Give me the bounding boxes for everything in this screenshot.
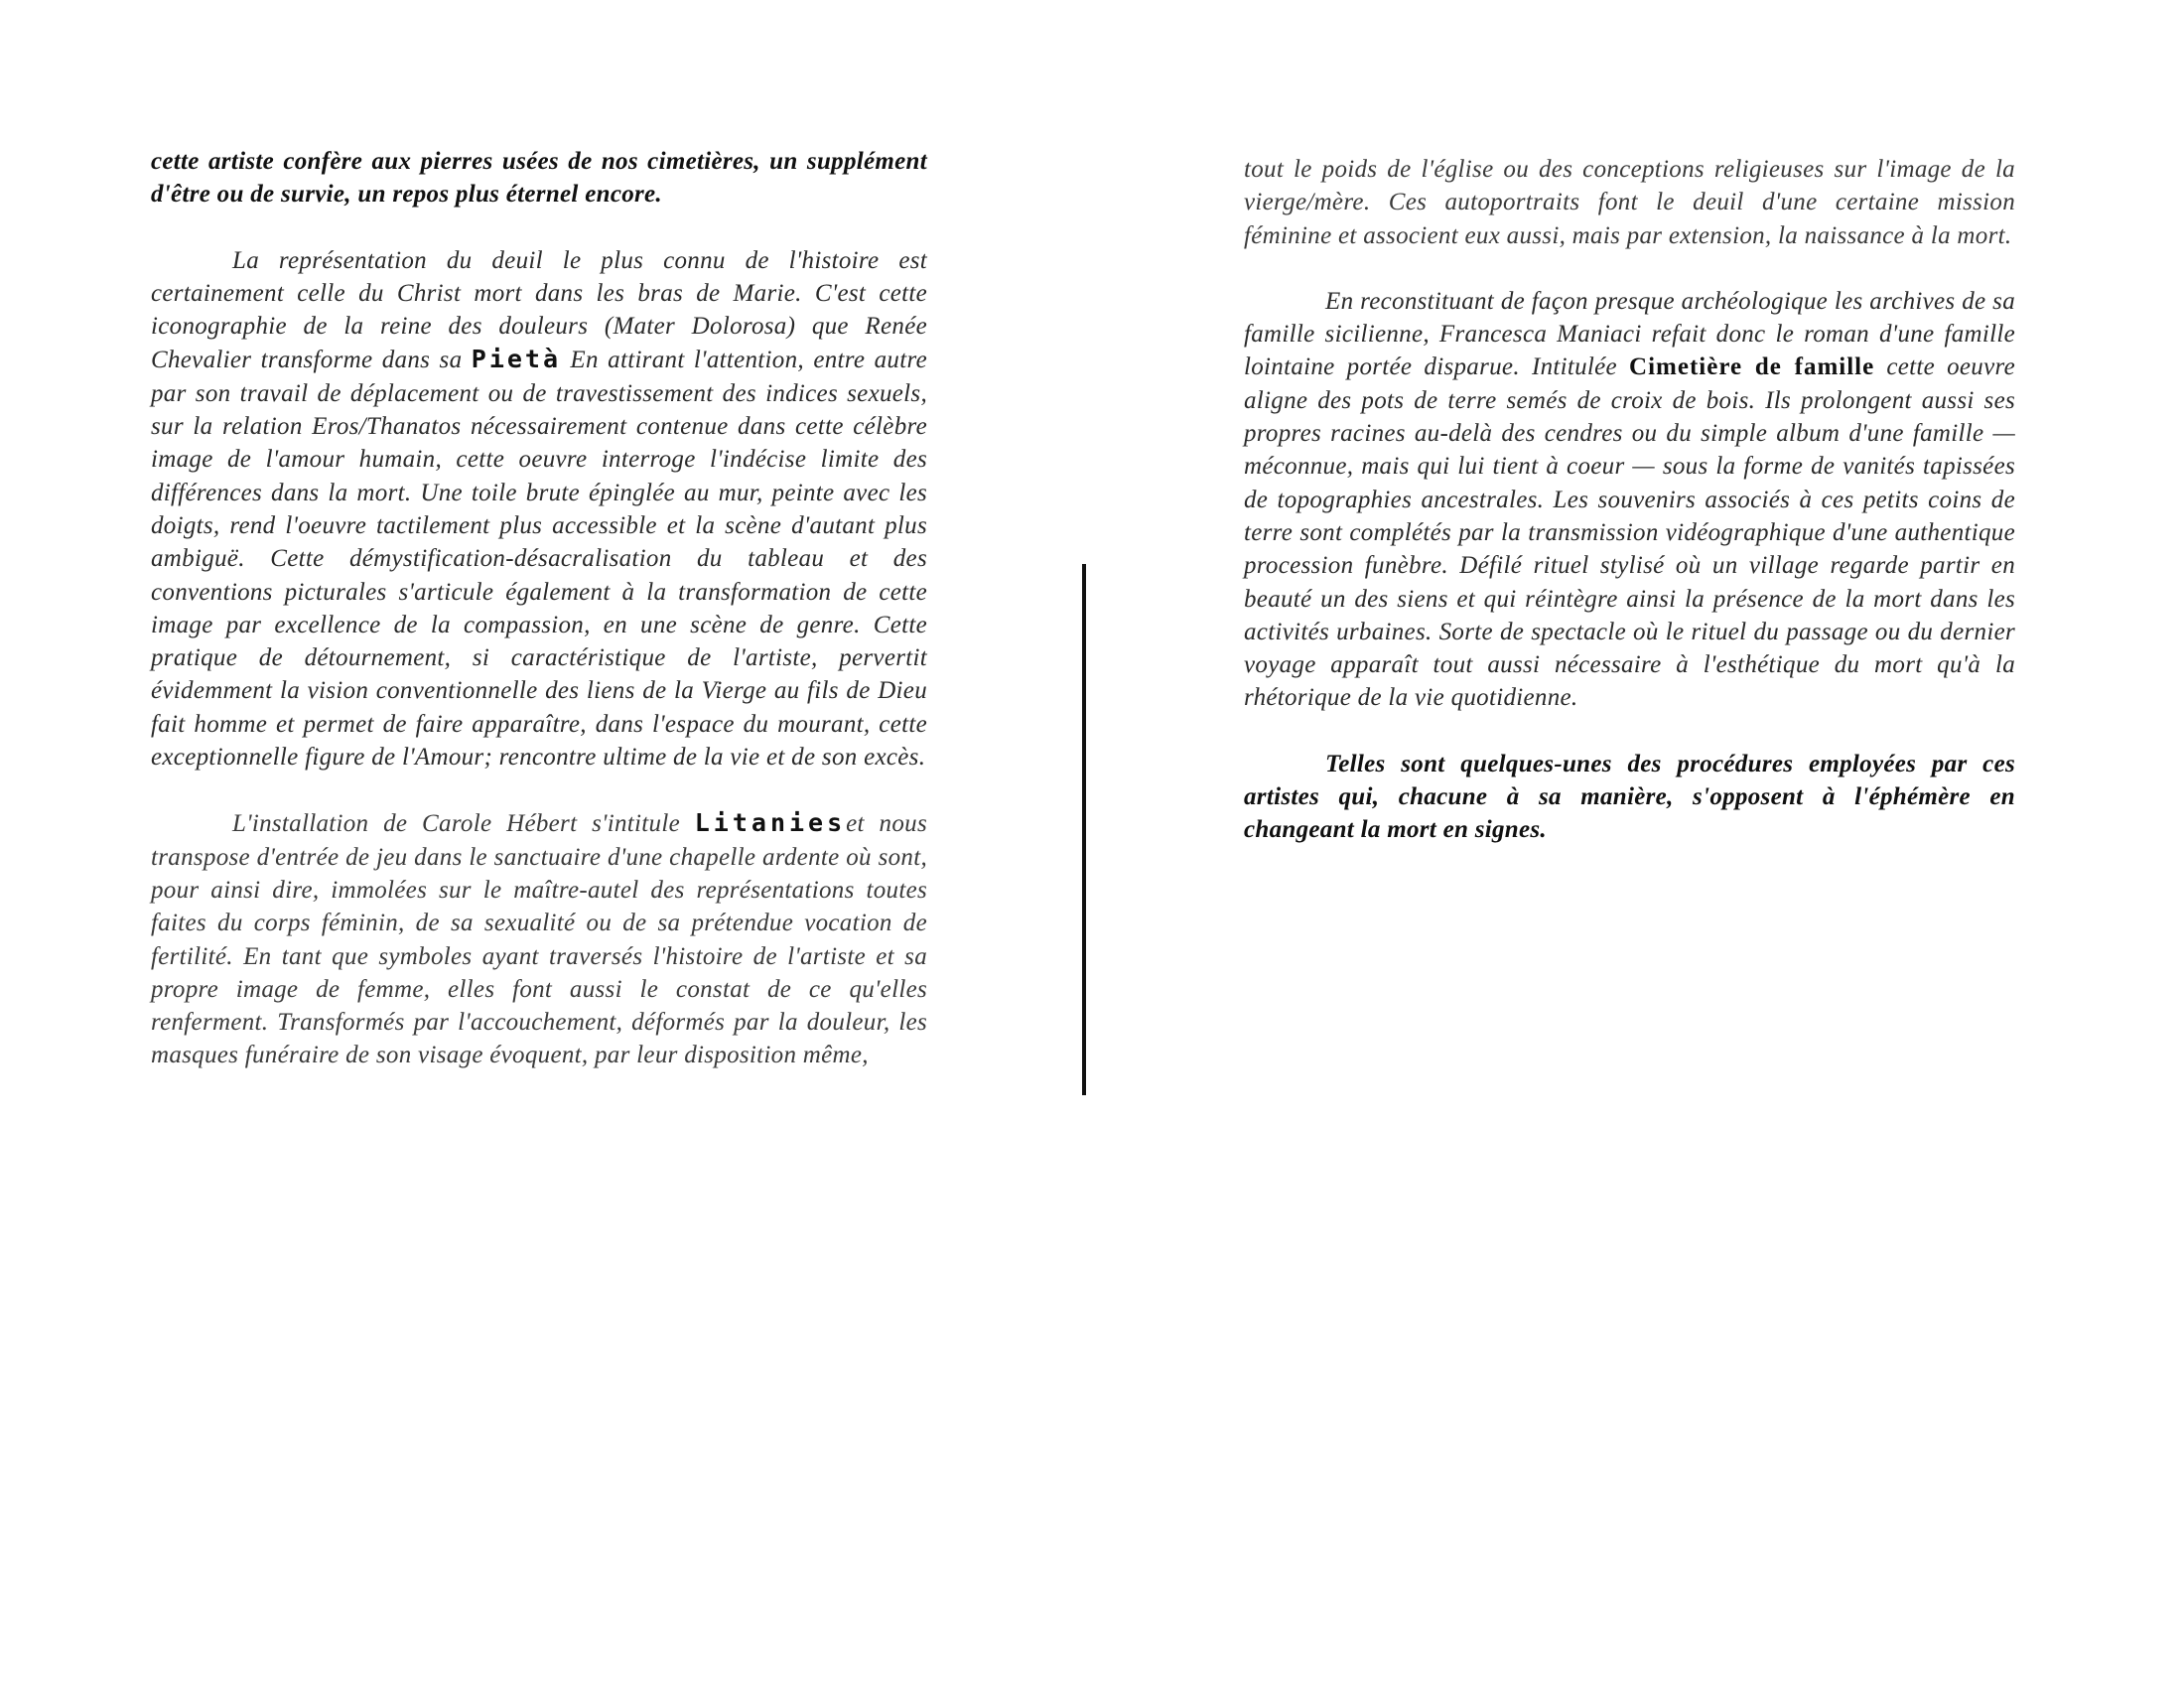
right-paragraph-3 (1244, 748, 2015, 847)
left-paragraph-2-text-a: La représentation du deuil le plus connu de l'histoire est certainement celle du Christ mort dans les bras de Marie. C'est cette iconographie de la reine des douleurs (Mater Dolorosa) que Renée Chevalier transforme dans sa (151, 246, 927, 374)
left-paragraph-1-text: cette artiste confère aux pierres usées de nos cimetières, un supplément d'être ou de survie, un repos plus éternel encore. (151, 148, 927, 209)
right-paragraph-1-text: tout le poids de l'église ou des conceptions religieuses sur l'image de la vierge/mère. Ces autoportraits font le deuil d'une certaine mission féminine et associent eux aussi, mais par extension, la naissance à la mort. (1244, 156, 2015, 249)
left-paragraph-2 (151, 244, 927, 774)
left-paragraph-1 (151, 145, 927, 211)
right-page-column (1244, 153, 2015, 847)
right-paragraph-1 (1244, 153, 2015, 252)
left-page-column (151, 145, 927, 1072)
right-paragraph-2-text-a: En reconstituant de façon presque archéologique les archives de sa famille sicilienne, Francesca Maniaci refait donc le roman d'une famille lointaine portée disparue. Intitulée (1244, 287, 2015, 381)
left-paragraph-3-text-a: L'installation de Carole Hébert s'intitule (232, 810, 680, 838)
right-paragraph-2 (1244, 285, 2015, 715)
artwork-title-cimetiere: Cimetière de famille (1629, 353, 1875, 381)
artwork-title-litanies: Litanies (694, 808, 847, 838)
center-fold-line (1082, 564, 1086, 1095)
artwork-title-pieta: Pietà (471, 345, 562, 374)
left-paragraph-2-text-b: En attirant l'attention, entre autre par son travail de déplacement ou de travestissement des indices sexuels, sur la relation Eros/Thanatos nécessairement contenue dans cette célèbre image de l'amour humain, cette oeuvre interroge l'indécise limite des différences dans la mort. Une toile brute épinglée au mur, peinte avec les doigts, rend l'oeuvre tactilement plus accessible et la scène d'autant plus ambiguë. Cette démystification-désacralisation du tableau et des conventions picturales s'articule également à la transformation de cette image par excellence de la compassion, en une scène de genre. Cette pratique de détournement, si caractéristique de l'artiste, pervertit évidemment la vision conventionnelle des liens de la Vierge au fils de Dieu fait homme et permet de faire apparaître, dans l'espace du mourant, cette exceptionnelle figure de l'Amour; rencontre ultime de la vie et de son excès. (151, 347, 927, 772)
left-paragraph-3 (151, 806, 927, 1071)
left-paragraph-3-text-b: et nous transpose d'entrée de jeu dans le sanctuaire d'une chapelle ardente où sont, pour ainsi dire, immolées sur le maître-autel des représentations toutes faites du corps féminin, de sa sexualité ou de sa prétendue vocation de fertilité. En tant que symboles ayant traversés l'histoire de l'artiste et sa propre image de femme, elles font aussi le constat de ce qu'elles renferment. Transformés par l'accouchement, déformés par la douleur, les masques funéraire de son visage évoquent, par leur disposition même, (151, 810, 927, 1069)
right-paragraph-2-text-b: cette oeuvre aligne des pots de terre semés de croix de bois. Ils prolongent aussi ses propres racines au-delà des cendres ou du simple album d'une famille — méconnue, mais qui lui tient à coeur — sous la forme de vanités tapissées de topographies ancestrales. Les souvenirs associés à ces petits coins de terre sont complétés par la transmission vidéographique d'une authentique procession funèbre. Défilé rituel stylisé où un village regarde partir en beauté un des siens et qui réintègre ainsi la présence de la mort dans les activités urbaines. Sorte de spectacle où le rituel du passage ou du dernier voyage apparaît tout aussi nécessaire à l'esthétique du mort qu'à la rhétorique de la vie quotidienne. (1244, 353, 2015, 712)
right-paragraph-3-text: Telles sont quelques-unes des procédures employées par ces artistes qui, chacune à sa manière, s'opposent à l'éphémère en changeant la mort en signes. (1244, 750, 2015, 844)
